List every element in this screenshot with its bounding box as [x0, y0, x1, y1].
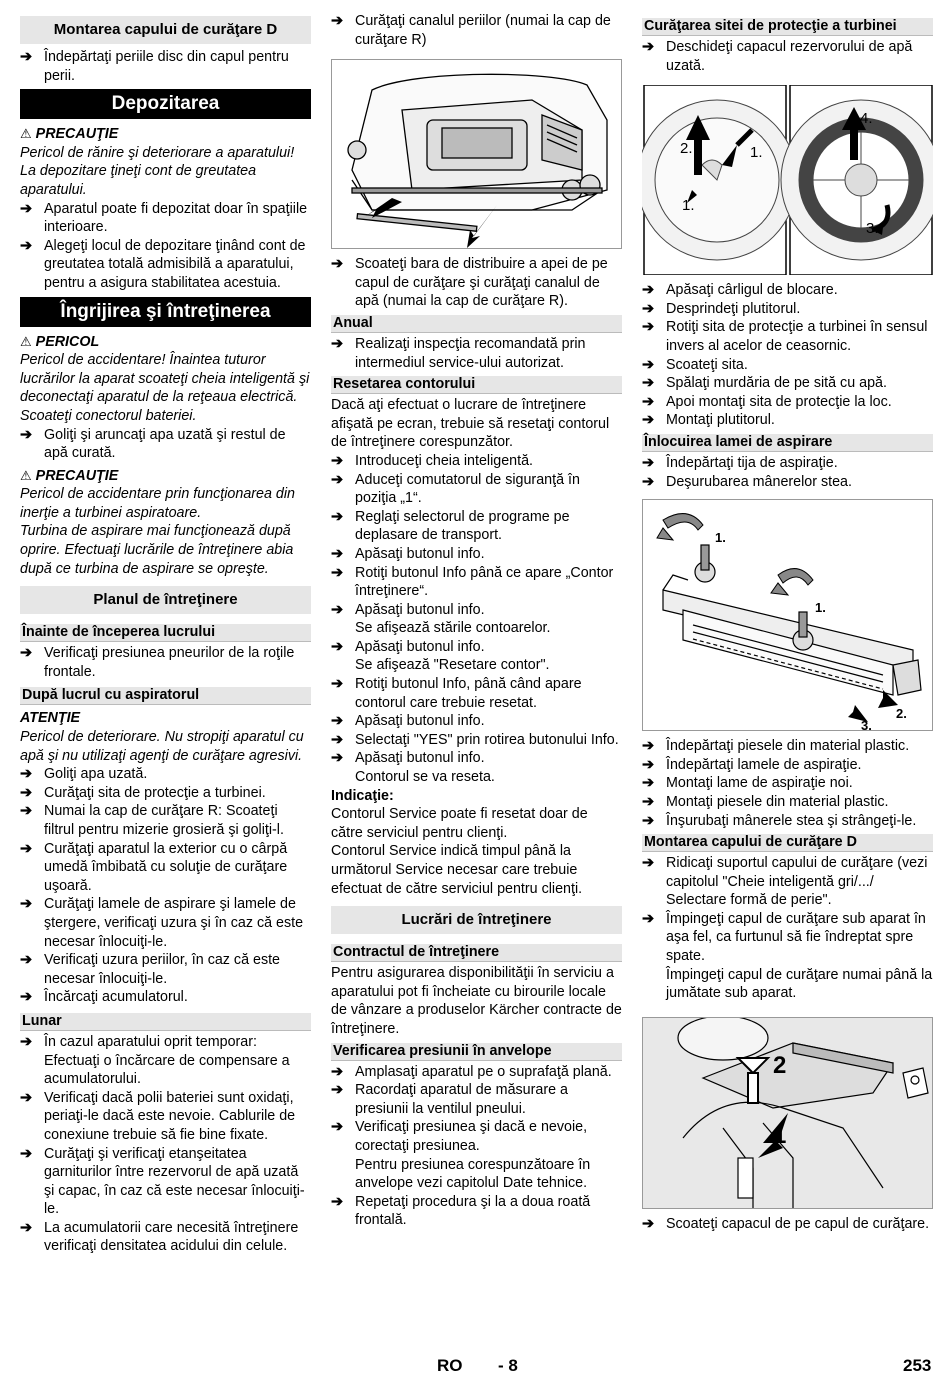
fig-label: 2. [680, 140, 693, 158]
cleaning-head-illustration [332, 60, 621, 248]
arrow-icon: ➔ [331, 452, 343, 469]
list-item: ➔ Rotiţi butonul Info, până când apare contorul care trebuie resetat. [331, 676, 582, 711]
arrow-icon: ➔ [642, 282, 654, 299]
arrow-icon: ➔ [642, 1215, 654, 1232]
subheading-sita: Curăţarea sitei de protecţie a turbinei [642, 18, 933, 36]
arrow-icon: ➔ [331, 256, 343, 273]
paragraph: Contorul Service poate fi resetat doar de către serviciul pentru clienţi. [331, 806, 588, 841]
list-item: ➔ În cazul aparatului oprit temporar: Efectuaţi o încărcare de compensare a acumulatorului. [20, 1033, 290, 1088]
result-text: Se afişează stările contoarelor. [355, 620, 551, 637]
turbine-sieve-illustration [642, 85, 933, 275]
warning-atentie: ATENŢIE [20, 710, 81, 727]
heading-planul: Planul de întreţinere [20, 586, 311, 614]
heading-montarea-capului: Montarea capului de curăţare D [20, 16, 311, 44]
arrow-icon: ➔ [20, 989, 32, 1006]
list-item: ➔ Încărcaţi acumulatorul. [20, 989, 188, 1006]
list-item: ➔ Deşurubarea mânerelor stea. [642, 473, 852, 490]
list-item: ➔ Scoateţi capacul de pe capul de curăţare. [642, 1215, 930, 1232]
fig-label: 1. [682, 197, 695, 215]
column-middle [331, 12, 622, 1230]
arrow-icon: ➔ [331, 1082, 343, 1099]
step-item: ➔ Aparatul poate fi depozitat doar în spaţiile interioare. [20, 200, 308, 236]
warning-triangle-icon: ⚠ [20, 333, 32, 349]
fig-label: 2. [896, 706, 907, 722]
arrow-icon: ➔ [331, 750, 343, 767]
arrow-icon: ➔ [20, 237, 32, 254]
arrow-icon: ➔ [20, 840, 32, 857]
list-item: ➔ Amplasaţi aparatul pe o suprafaţă plană. [331, 1063, 612, 1080]
list-item: ➔ Montaţi lame de aspiraţie noi. [642, 775, 853, 792]
paragraph: Contorul Service indică timpul până la următorul Service necesar care trebuie efectuat de către serviciul pentru clienţi. [331, 843, 583, 897]
warning-precautie: ⚠ PRECAUŢIE [20, 467, 119, 484]
arrow-icon: ➔ [20, 784, 32, 801]
fig-label: 1. [715, 530, 726, 546]
figure-turbine-sieve [642, 85, 933, 275]
warning-text: Pericol de deteriorare. Nu stropiţi aparatul cu apă şi nu utilizaţi agenţi de curăţare agresivi. [20, 729, 304, 764]
fig-label: 1. [750, 144, 763, 162]
list-item: ➔ Apăsaţi cârligul de blocare. [642, 282, 838, 299]
fig-label: 3. [861, 718, 872, 731]
arrow-icon: ➔ [642, 319, 654, 336]
list-item: ➔ Apăsaţi butonul info. [331, 638, 485, 655]
subheading-lunar: Lunar [20, 1013, 311, 1031]
step-item: ➔ Realizaţi inspecţia recomandată prin intermediul service-ului autorizat. [331, 335, 586, 371]
column-right [642, 12, 933, 1233]
list-item: ➔ Îndepărtaţi piesele din material plastic. [642, 738, 910, 755]
footer-lang: RO [437, 1356, 463, 1375]
list-item: ➔ Curăţaţi şi verificaţi etanşeitatea garniturilor între rezervorul de apă uzată şi capac, în caz că este necesar înlocuiţi-le. [20, 1145, 305, 1218]
arrow-icon: ➔ [331, 545, 343, 562]
arrow-icon: ➔ [331, 1193, 343, 1210]
arrow-icon: ➔ [331, 731, 343, 748]
footer-page-number: 253 [903, 1356, 932, 1375]
arrow-icon: ➔ [642, 412, 654, 429]
step-item: ➔ Verificaţi presiunea pneurilor de la roţile frontale. [20, 645, 295, 680]
fig-label: 3. [866, 220, 879, 238]
subheading-verificarea: Verificarea presiunii în anvelope [331, 1043, 622, 1061]
figure-cover [642, 1017, 933, 1209]
list-item: ➔ Selectaţi "YES" prin rotirea butonului Info. [331, 731, 619, 748]
arrow-icon: ➔ [331, 601, 343, 618]
fig-label: 1. [815, 600, 826, 616]
arrow-icon: ➔ [642, 738, 654, 755]
arrow-icon: ➔ [20, 896, 32, 913]
list-item: ➔ Spălaţi murdăria de pe sită cu apă. [642, 375, 887, 392]
subheading-inlocuirea: Înlocuirea lamei de aspirare [642, 434, 933, 452]
list-item: ➔ Rotiţi butonul Info până ce apare „Contor întreţinere“. [331, 564, 614, 600]
arrow-icon: ➔ [331, 471, 343, 488]
fig-label: 4. [860, 110, 873, 128]
fig-label: 1 [773, 1121, 787, 1149]
arrow-icon: ➔ [20, 952, 32, 969]
arrow-icon: ➔ [331, 1063, 343, 1080]
list-item: ➔ Curăţaţi lamele de aspirare şi lamele de ştergere, verificaţi uzura şi în caz că este necesar înlocuiţi-le. [20, 896, 304, 950]
arrow-icon: ➔ [20, 803, 32, 820]
list-item: ➔ Verificaţi dacă polii bateriei sunt oxidaţi, periaţi-le dacă este nevoie. Cablurile de conexiune trebuie să fie bine fixate. [20, 1089, 296, 1143]
result-text: Pentru presiunea corespunzătoare în anvelope vezi capitolul Date tehnice. [355, 1156, 591, 1192]
arrow-icon: ➔ [20, 1089, 32, 1106]
arrow-icon: ➔ [20, 766, 32, 783]
list-item: ➔ Verificaţi uzura periilor, în caz că este necesar înlocuiţi-le. [20, 952, 281, 987]
list-item: ➔ Scoateţi sita. [642, 356, 748, 373]
list-item: ➔ Apăsaţi butonul info. [331, 601, 485, 618]
inlocuire-list-2 [642, 737, 933, 830]
heading-ingrijirea: Îngrijirea şi întreţinerea [20, 297, 311, 327]
list-item: ➔ Împingeţi capul de curăţare sub aparat în aşa fel, ca furtunul să fie îndreptat spre spate. [642, 910, 926, 965]
column-left [20, 12, 311, 1256]
arrow-icon: ➔ [20, 426, 32, 443]
warning-text: Pericol de rănire şi deteriorare a aparatului! La depozitare ţineţi cont de greutatea aparatului. [20, 144, 295, 198]
list-item: ➔ Curăţaţi aparatul la exterior cu o cârpă umedă îmbibată cu soluţie de curăţare uşoară. [20, 840, 288, 894]
result-text: Se afişează "Resetare contor". [355, 657, 550, 674]
subheading-montarea-d: Montarea capului de curăţare D [642, 834, 933, 852]
step-item: ➔ Goliţi şi aruncaţi apa uzată şi restul de apă curată. [20, 426, 286, 462]
lunar-list [20, 1033, 311, 1256]
arrow-icon: ➔ [642, 775, 654, 792]
arrow-icon: ➔ [20, 1033, 32, 1050]
list-item: ➔ Repetaţi procedura şi la a doua roată frontală. [331, 1193, 591, 1229]
list-item: ➔ Apăsaţi butonul info. [331, 545, 485, 562]
step-item: ➔ Alegeţi locul de depozitare ţinând cont de greutatea totală admisibilă a aparatului, pentru a asigura stabilitatea acestuia. [20, 237, 306, 291]
list-item: ➔ Verificaţi presiunea şi dacă e nevoie, corectaţi presiunea. [331, 1119, 588, 1154]
arrow-icon: ➔ [20, 1145, 32, 1162]
warning-triangle-icon: ⚠ [20, 126, 32, 142]
subheading-dupa: După lucrul cu aspiratorul [20, 687, 311, 705]
list-item: ➔ Îndepărtaţi lamele de aspiraţie. [642, 756, 862, 773]
arrow-icon: ➔ [331, 638, 343, 655]
arrow-icon: ➔ [642, 356, 654, 373]
step-item: ➔ Îndepărtaţi periile disc din capul pentru perii. [20, 49, 289, 84]
list-item: ➔ Ridicaţi suportul capului de curăţare (vezi capitolul "Cheie inteligentă gri/.../ Selectare formă de perie". [642, 855, 928, 909]
warning-text: Pericol de accidentare prin funcţionarea din inerţie a turbinei aspiratoare. [20, 486, 295, 521]
arrow-icon: ➔ [642, 39, 654, 55]
list-item: ➔ Apăsaţi butonul info. [331, 713, 485, 730]
list-item: ➔ Desprindeţi plutitorul. [642, 300, 801, 317]
subheading-resetarea: Resetarea contorului [331, 376, 622, 394]
arrow-icon: ➔ [642, 375, 654, 392]
warning-text: Turbina de aspirare mai funcţionează după oprire. Efectuaţi lucrările de întreţinere abia după ce turbina de aspirare se opreşte. [20, 523, 294, 577]
warning-text: Pericol de accidentare! Înaintea tuturor lucrărilor la aparat scoateţi cheia inteligentă şi deconectaţi aparatul de la reţeaua electrică. [20, 352, 310, 406]
arrow-icon: ➔ [331, 713, 343, 730]
arrow-icon: ➔ [331, 676, 343, 693]
list-item: ➔ Goliţi apa uzată. [20, 766, 148, 783]
result-text: Contorul se va reseta. [355, 769, 495, 786]
heading-depozitarea: Depozitarea [20, 89, 311, 119]
arrow-icon: ➔ [20, 645, 32, 662]
arrow-icon: ➔ [20, 1219, 32, 1236]
arrow-icon: ➔ [331, 564, 343, 581]
list-item: ➔ Aduceţi comutatorul de siguranţă în poziţia „1“. [331, 471, 580, 507]
list-item: ➔ Introduceţi cheia inteligentă. [331, 452, 534, 469]
list-item: ➔ Reglaţi selectorul de programe pe deplasare de transport. [331, 508, 570, 544]
fig-label: 2 [773, 1051, 787, 1079]
list-item: ➔ Numai la cap de curăţare R: Scoateţi filtrul pentru mizerie grosieră şi goliţi-l. [20, 803, 284, 838]
step-item: ➔ Scoateţi bara de distribuire a apei de pe capul de curăţare şi curăţaţi canalul de apă (numai la cap de curăţare R). [331, 256, 608, 310]
step-item: ➔ Deschideţi capacul rezervorului de apă uzată. [642, 39, 913, 74]
arrow-icon: ➔ [331, 335, 343, 352]
arrow-icon: ➔ [331, 508, 343, 525]
arrow-icon: ➔ [331, 13, 343, 29]
warning-precautie: ⚠ PRECAUŢIE [20, 126, 119, 143]
reset-list [331, 452, 622, 787]
warning-text: Scoateţi conectorul bateriei. [20, 407, 197, 424]
list-item: ➔ La acumulatorii care necesită întreţinere verificaţi densitatea acidului din celule. [20, 1219, 299, 1255]
arrow-icon: ➔ [642, 473, 654, 490]
arrow-icon: ➔ [20, 200, 32, 217]
arrow-icon: ➔ [642, 812, 654, 829]
subheading-anual: Anual [331, 315, 622, 333]
arrow-icon: ➔ [642, 793, 654, 810]
subheading-contractul: Contractul de întreţinere [331, 944, 622, 962]
list-item: ➔ Apoi montaţi sita de protecţie la loc. [642, 393, 892, 410]
arrow-icon: ➔ [642, 756, 654, 773]
arrow-icon: ➔ [642, 910, 654, 927]
dupa-list [20, 765, 311, 1007]
list-item: ➔ Curăţaţi sita de protecţie a turbinei. [20, 784, 266, 801]
squeegee-illustration [643, 500, 932, 730]
subheading-inainte: Înainte de începerea lucrului [20, 624, 311, 642]
result-text: Împingeţi capul de curăţare numai până la jumătate sub aparat. [666, 966, 933, 1002]
verificare-list [331, 1063, 622, 1230]
arrow-icon: ➔ [642, 454, 654, 471]
sita-list [642, 281, 933, 430]
list-item: ➔ Racordaţi aparatul de măsurare a presiunii la ventilul pneului. [331, 1082, 568, 1117]
paragraph: Dacă aţi efectuat o lucrare de întreţinere afişată pe ecran, trebuie să resetaţi contorul de întreţinere corespunzător. [331, 397, 610, 451]
warning-pericol: ⚠ PERICOL [20, 333, 100, 350]
list-item: ➔ Înşurubaţi mânerele stea şi strângeţi-le. [642, 812, 917, 829]
list-item: ➔ Îndepărtaţi tija de aspiraţie. [642, 454, 838, 471]
arrow-icon: ➔ [642, 855, 654, 872]
figure-squeegee [642, 499, 933, 731]
warning-triangle-icon: ⚠ [20, 467, 32, 483]
arrow-icon: ➔ [642, 393, 654, 410]
list-item: ➔ Montaţi plutitorul. [642, 412, 775, 429]
arrow-icon: ➔ [331, 1119, 343, 1136]
arrow-icon: ➔ [20, 49, 32, 65]
paragraph: Pentru asigurarea disponibilităţii în serviciu a aparatului pot fi încheiate cu birourile locale de vânzare a produselor Kärcher contracte de întreţinere. [331, 965, 622, 1037]
footer-local-page: - 8 [498, 1356, 518, 1375]
list-item: ➔ Montaţi piesele din material plastic. [642, 793, 889, 810]
cover-removal-illustration [643, 1018, 932, 1208]
figure-cleaning-head [331, 59, 622, 249]
list-item: ➔ Apăsaţi butonul info. [331, 750, 485, 767]
arrow-icon: ➔ [642, 300, 654, 317]
step-item: ➔ Curăţaţi canalul periilor (numai la cap de curăţare R) [331, 13, 611, 48]
list-item: ➔ Rotiţi sita de protecţie a turbinei în sensul invers al acelor de ceasornic. [642, 319, 928, 354]
heading-lucrari: Lucrări de întreţinere [331, 906, 622, 934]
indicatie-label: Indicaţie: [331, 787, 394, 804]
